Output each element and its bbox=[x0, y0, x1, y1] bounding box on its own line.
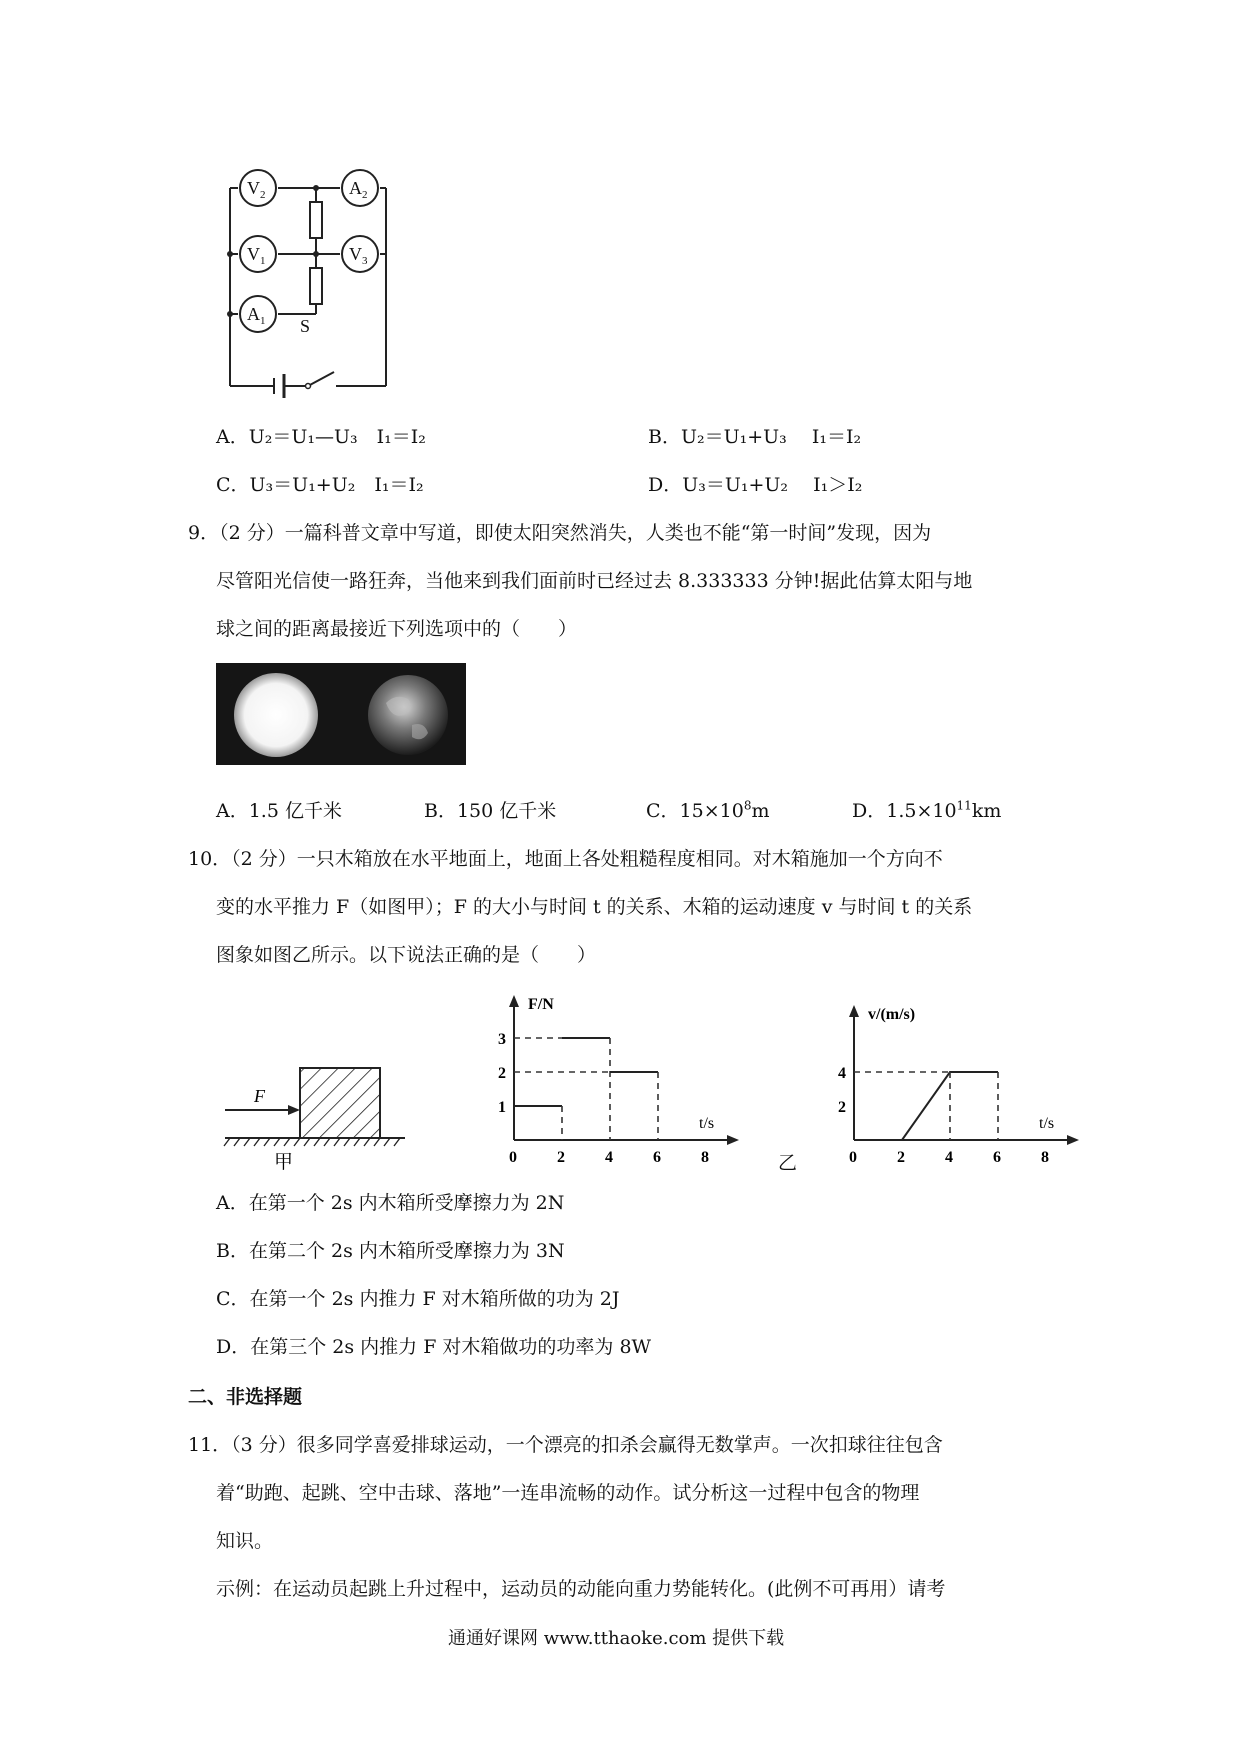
q9-option-d: D．$1.5\times 10^{11}km$ bbox=[852, 798, 1002, 822]
y-axis-label: v/(m/s) bbox=[868, 1006, 916, 1023]
y-tick-label: 1 bbox=[498, 1099, 506, 1116]
q9-option-b: B．150 亿千米 bbox=[424, 800, 557, 822]
meter-v2-label: $V_2$ bbox=[247, 178, 266, 201]
force-label: F bbox=[254, 1086, 265, 1106]
switch-label: S bbox=[300, 316, 311, 336]
q9-option-c: C．$15\times 10^8m$ bbox=[646, 798, 770, 822]
meter-v3-label: $V_3$ bbox=[349, 244, 368, 267]
q8-option-c: C．U₃＝U₁+U₂ I₁＝I₂ bbox=[216, 474, 424, 496]
y-tick-label: 2 bbox=[498, 1065, 506, 1082]
circuit-diagram bbox=[200, 150, 420, 400]
q9-option-a: A．1.5 亿千米 bbox=[216, 800, 342, 822]
y-tick-label: 3 bbox=[498, 1031, 506, 1048]
x-tick-label: 0 bbox=[509, 1149, 517, 1166]
q8-option-a: A．U₂＝U₁—U₃ I₁＝I₂ bbox=[216, 426, 426, 448]
figure-jia-label: 甲 bbox=[274, 1152, 294, 1170]
q11-stem-line2: 着“助跑、起跳、空中击球、落地”一连串流畅的动作。试分析这一过程中包含的物理 bbox=[216, 1482, 920, 1504]
x-axis-label: t/s bbox=[699, 1115, 715, 1132]
q10-option-c: C．在第一个 2s 内推力 F 对木箱所做的功为 2J bbox=[216, 1288, 620, 1310]
x-tick-label: 8 bbox=[701, 1149, 709, 1166]
x-tick-label: 2 bbox=[557, 1149, 565, 1166]
q10-option-b: B．在第二个 2s 内木箱所受摩擦力为 3N bbox=[216, 1240, 565, 1262]
q8-option-b: B．U₂＝U₁+U₃ I₁＝I₂ bbox=[648, 426, 862, 448]
meter-a1-label: $A_1$ bbox=[247, 304, 266, 327]
velocity-line bbox=[854, 1072, 998, 1140]
x-tick-label: 6 bbox=[993, 1149, 1001, 1166]
q9-stem-line3: 球之间的距离最接近下列选项中的（ ） bbox=[216, 618, 578, 640]
q9-stem-line2: 尽管阳光信使一路狂奔，当他来到我们面前时已经过去 8.333333 分钟!据此估算太阳与地 bbox=[216, 570, 973, 592]
y-tick-label: 4 bbox=[838, 1065, 846, 1082]
chart-force-time bbox=[490, 975, 760, 1175]
q10-option-a: A．在第一个 2s 内木箱所受摩擦力为 2N bbox=[216, 1192, 565, 1214]
q8-option-d: D．U₃＝U₁+U₂ I₁＞I₂ bbox=[648, 474, 863, 496]
y-axis-arrow bbox=[849, 1005, 859, 1017]
figure-yi-label: 乙 bbox=[778, 1152, 798, 1174]
x-tick-label: 0 bbox=[849, 1149, 857, 1166]
q9-stem-line1: 9．（2 分）一篇科普文章中写道，即使太阳突然消失，人类也不能“第一时间”发现，因为 bbox=[188, 522, 932, 544]
q10-stem-line3: 图象如图乙所示。以下说法正确的是（ ） bbox=[216, 944, 597, 966]
sun-earth-photo bbox=[216, 663, 466, 765]
q11-stem-line3: 知识。 bbox=[216, 1530, 274, 1552]
q10-stem-line1: 10．（2 分）一只木箱放在水平地面上，地面上各处粗糙程度相同。对木箱施加一个方向不 bbox=[188, 848, 943, 870]
x-axis-arrow bbox=[727, 1135, 739, 1145]
chart-velocity-time bbox=[830, 975, 1100, 1175]
q10-stem-line2: 变的水平推力 F（如图甲）；F 的大小与时间 t 的关系、木箱的运动速度 v 与时间 t 的关系 bbox=[216, 896, 973, 918]
footer-source: 通通好课网 www.tthaoke.com 提供下载 bbox=[448, 1628, 785, 1649]
x-tick-label: 2 bbox=[897, 1149, 905, 1166]
sun-shape bbox=[234, 673, 318, 757]
y-tick-label: 2 bbox=[838, 1099, 846, 1116]
y-axis-arrow bbox=[509, 995, 519, 1007]
x-tick-label: 8 bbox=[1041, 1149, 1049, 1166]
x-axis-label: t/s bbox=[1039, 1115, 1055, 1132]
q11-stem-line1: 11．（3 分）很多同学喜爱排球运动，一个漂亮的扣杀会赢得无数掌声。一次扣球往往包含 bbox=[188, 1434, 943, 1456]
meter-a2-label: $A_2$ bbox=[349, 178, 368, 201]
meter-v1-label: $V_1$ bbox=[247, 244, 266, 267]
x-tick-label: 4 bbox=[605, 1149, 613, 1166]
x-axis-arrow bbox=[1067, 1135, 1079, 1145]
wooden-box bbox=[300, 1068, 380, 1138]
q11-example-line: 示例：在运动员起跳上升过程中，运动员的动能向重力势能转化。(此例不可再用）请考 bbox=[216, 1578, 946, 1600]
earth-shape bbox=[368, 675, 448, 755]
figure-jia-box-on-ground bbox=[220, 1050, 410, 1170]
y-axis-label: F/N bbox=[528, 996, 554, 1013]
x-tick-label: 4 bbox=[945, 1149, 953, 1166]
q10-option-d: D．在第三个 2s 内推力 F 对木箱做功的功率为 8W bbox=[216, 1336, 652, 1358]
section-title: 二、非选择题 bbox=[188, 1386, 303, 1408]
x-tick-label: 6 bbox=[653, 1149, 661, 1166]
